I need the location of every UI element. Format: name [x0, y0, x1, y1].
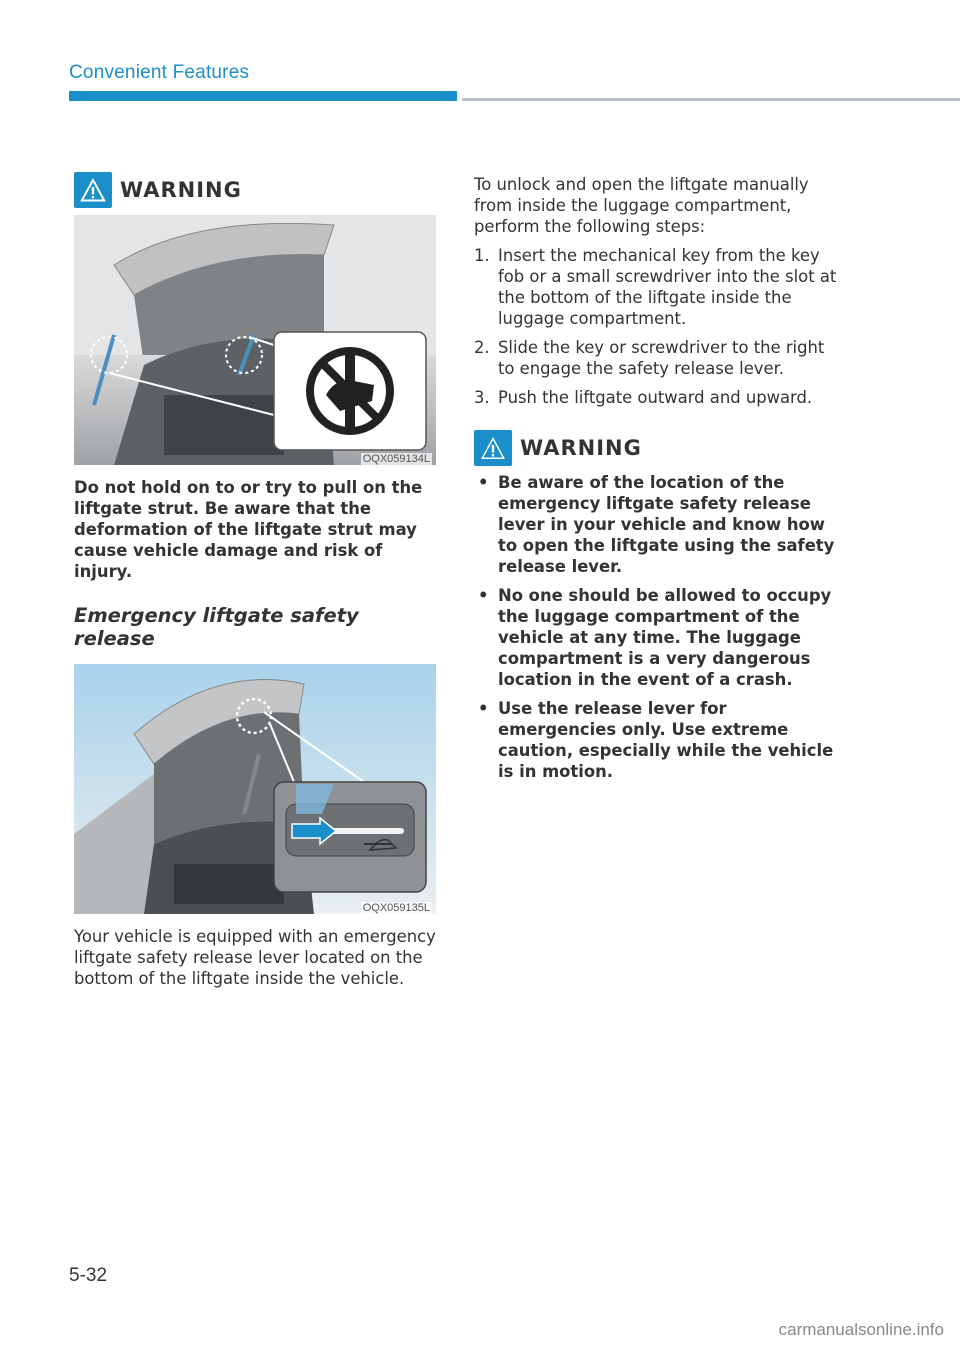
bullet-text: No one should be allowed to occupy the luggage compartment of the vehicle at any time. The luggage compartment is a very dangerous location in the event of a crash. [498, 586, 832, 689]
list-item [474, 245, 844, 329]
list-item [474, 337, 844, 379]
header-rule-gray [462, 98, 960, 101]
step-number: 1. [474, 246, 490, 265]
bullet-text: Be aware of the location of the emergency liftgate safety release lever in your vehicle and know how to open the liftgate using the safety release lever. [498, 473, 835, 576]
subheading: Emergency liftgate safety release [74, 604, 359, 650]
step-number: 3. [474, 388, 490, 407]
warning-heading [474, 428, 844, 468]
figure-strut-warning [74, 215, 436, 465]
safety-release-illustration [74, 664, 436, 914]
warning-bullets [474, 472, 844, 782]
warning-title: WARNING [120, 178, 242, 202]
warning-title: WARNING [520, 436, 642, 460]
step-text: Push the liftgate outward and upward. [498, 388, 813, 407]
bullet-text: Use the release lever for emergencies only. Use extreme caution, especially while the vehicle is in motion. [498, 699, 834, 781]
step-text: Insert the mechanical key from the key fob or a small screwdriver into the slot at the bottom of the liftgate inside the luggage compartment. [498, 246, 837, 328]
warning-triangle-icon [479, 435, 507, 461]
warning-triangle-icon [79, 177, 107, 203]
warning-text: Do not hold on to or try to pull on the liftgate strut. Be aware that the deformation of the liftgate strut may cause vehicle damage and risk of injury. [74, 478, 423, 581]
figure-code: OQX059134L [362, 453, 430, 465]
body-paragraph: Your vehicle is equipped with an emergency liftgate safety release lever located on the bottom of the liftgate inside the vehicle. [74, 927, 436, 988]
page-number: 5-32 [69, 1265, 108, 1286]
left-column [74, 170, 438, 989]
list-item [474, 472, 844, 577]
right-column [474, 174, 844, 790]
figure-code: OQX059135L [362, 902, 430, 914]
header-rule-blue [69, 91, 457, 101]
warning-badge [74, 172, 112, 208]
list-item [474, 387, 844, 408]
step-number: 2. [474, 338, 490, 357]
bullet: • [478, 699, 489, 718]
figure-safety-release [74, 664, 436, 914]
bullet: • [478, 586, 489, 605]
bullet: • [478, 473, 489, 492]
intro-paragraph: To unlock and open the liftgate manually from inside the luggage compartment, perform the following steps: [474, 175, 809, 236]
list-item [474, 585, 844, 690]
step-text: Slide the key or screwdriver to the right to engage the safety release lever. [498, 338, 825, 378]
warning-heading [74, 170, 438, 210]
liftgate-strut-illustration [74, 215, 436, 465]
steps-list [474, 245, 844, 408]
list-item [474, 698, 844, 782]
section-header: Convenient Features [69, 62, 250, 83]
warning-badge [474, 430, 512, 466]
watermark: carmanualsonline.info [778, 1320, 944, 1339]
